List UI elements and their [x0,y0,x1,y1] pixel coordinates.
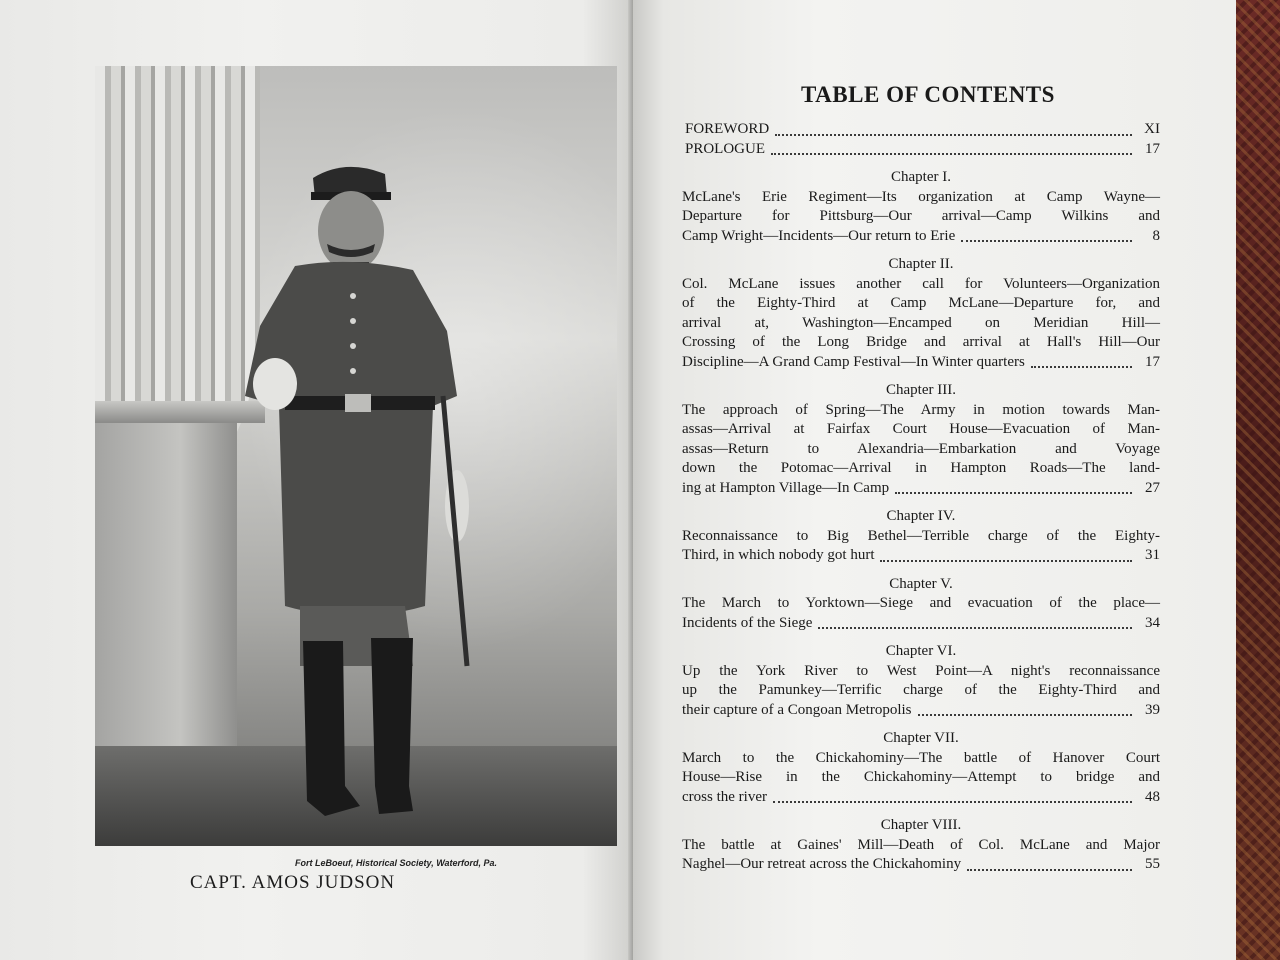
chapter-description-text: Third, in which nobody got hurt [682,547,875,563]
chapter-description-line: March to the Chickahominy—The battle of Hanover Court [682,749,1160,766]
dot-leader [773,787,1132,803]
chapter-page: 17 [1145,353,1160,370]
chapter-description-line: The March to Yorktown—Siege and evacuation of the place— [682,595,1160,611]
fabric-background [1236,0,1280,960]
dot-leader [961,226,1132,242]
toc-entry [682,120,1160,140]
chapter-page: 8 [1152,227,1160,244]
chapter-description-last-line [682,614,1160,634]
table-of-contents [682,80,1160,875]
chapter-description-line: down the Potomac—Arrival in Hampton Roads—The land- [682,460,1160,476]
chapter-description [682,527,1160,566]
front-matter-list [682,120,1160,159]
dot-leader [771,139,1132,155]
chapter-description-line: assas—Arrival at Fairfax Court House—Evacuation of Man- [682,421,1160,437]
dot-leader [818,613,1132,629]
chapter-description-line: Reconnaissance to Big Bethel—Terrible charge of the Eighty- [682,527,1160,544]
chapter-heading: Chapter III. [886,382,956,398]
chapter-description-text: Naghel—Our retreat across the Chickahominy [682,856,962,872]
chapter-heading: Chapter II. [888,256,954,272]
toc-entry-label: FOREWORD [685,121,770,137]
toc-entry-label: PROLOGUE [685,140,766,157]
photo-credit: Fort LeBoeuf, Historical Society, Waterford, Pa. [295,858,498,868]
chapter-entry [682,168,1160,246]
chapter-description-text: their capture of a Congoan Metropolis [682,701,912,718]
dot-leader [967,855,1132,871]
chapter-heading: Chapter VIII. [880,817,962,833]
dot-leader [775,120,1132,136]
chapter-description-line: McLane's Erie Regiment—Its organization at Camp Wayne— [682,188,1160,205]
chapter-entry [682,816,1160,875]
chapter-description-last-line [682,788,1160,808]
chapter-description-line: Up the York River to West Point—A night's reconnaissance [682,662,1160,679]
chapter-page: 48 [1145,788,1160,805]
chapter-page: 31 [1145,547,1160,563]
chapter-description-line: up the Pamunkey—Terrific charge of the Eighty-Third and [682,682,1160,698]
chapter-list [682,168,1160,875]
chapter-entry [682,381,1160,498]
left-page [0,0,633,960]
chapter-description [682,594,1160,633]
chapter-description-last-line [682,479,1160,499]
chapter-description [682,662,1160,721]
chapter-entry [682,255,1160,372]
chapter-description-line: assas—Return to Alexandria—Embarkation and Voyage [682,440,1160,457]
chapter-description-last-line [682,546,1160,566]
chapter-entry [682,507,1160,566]
chapter-description-line: arrival at, Washington—Encamped on Meridian Hill— [682,314,1160,331]
photo-caption: CAPT. AMOS JUDSON [190,872,396,893]
chapter-description-line: House—Rise in the Chickahominy—Attempt to bridge and [682,769,1160,785]
page-title: TABLE OF CONTENTS [801,82,1055,107]
soldier-figure [95,66,617,846]
chapter-description-line: The approach of Spring—The Army in motion towards Man- [682,401,1160,418]
dot-leader [880,546,1132,562]
chapter-description [682,836,1160,875]
chapter-description-line: of the Eighty-Third at Camp McLane—Departure for, and [682,295,1160,311]
chapter-heading: Chapter V. [889,575,953,592]
toc-entry-page: XI [1144,121,1160,137]
chapter-description-line: Col. McLane issues another call for Volunteers—Organization [682,275,1160,292]
chapter-page: 39 [1145,701,1160,718]
chapter-heading: Chapter VI. [885,643,957,659]
chapter-description-text: Discipline—A Grand Camp Festival—In Winter quarters [682,353,1025,370]
chapter-heading: Chapter I. [891,169,951,185]
chapter-description-text: cross the river [682,788,767,805]
chapter-page: 27 [1145,479,1160,496]
dot-leader [1031,352,1132,368]
chapter-entry [682,642,1160,720]
chapter-description-text: Incidents of the Siege [682,614,813,631]
chapter-description-text: ing at Hampton Village—In Camp [682,479,890,496]
chapter-page: 34 [1145,614,1160,631]
dot-leader [918,700,1132,716]
chapter-description-last-line [682,353,1160,373]
chapter-description-last-line [682,855,1160,875]
chapter-page: 55 [1145,856,1160,872]
chapter-description-line: Departure for Pittsburg—Our arrival—Camp Wilkins and [682,208,1160,224]
toc-entry-page: 17 [1145,140,1160,157]
chapter-entry [682,729,1160,807]
chapter-description-line: Crossing of the Long Bridge and arrival at Hall's Hill—Our [682,334,1160,350]
toc-entry [682,140,1160,160]
chapter-description [682,401,1160,499]
chapter-description-last-line [682,701,1160,721]
chapter-description [682,188,1160,247]
chapter-heading: Chapter VII. [883,730,959,746]
chapter-description [682,275,1160,373]
chapter-entry [682,575,1160,634]
chapter-heading: Chapter IV. [886,508,956,524]
chapter-description [682,749,1160,808]
chapter-description-text: Camp Wright—Incidents—Our return to Erie [682,227,956,244]
chapter-description-line: The battle at Gaines' Mill—Death of Col. McLane and Major [682,836,1160,853]
chapter-description-last-line [682,227,1160,247]
portrait-photograph [95,66,617,846]
dot-leader [895,478,1132,494]
